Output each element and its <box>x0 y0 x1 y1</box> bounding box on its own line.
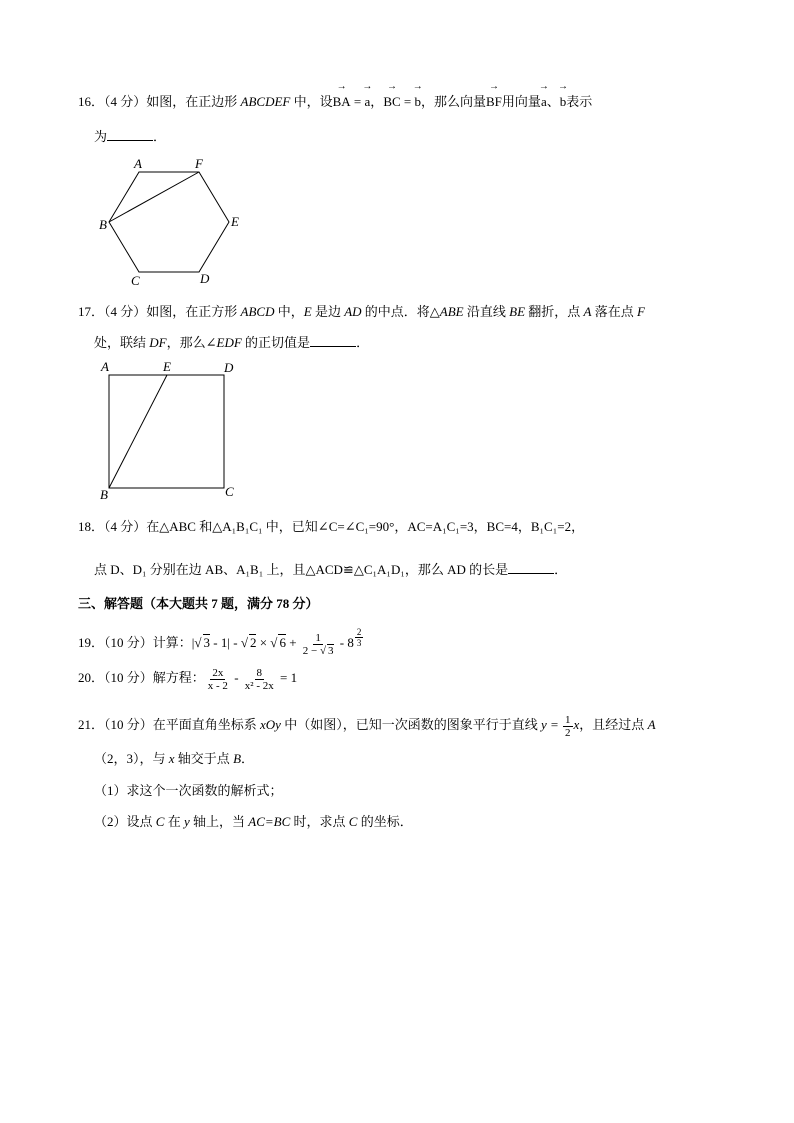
q21-line2: （2，3），与 x 轴交于点 B． <box>94 751 255 766</box>
label-f: F <box>195 156 203 171</box>
exponent-q19: 2 3 <box>356 627 362 648</box>
label-e: E <box>231 214 239 229</box>
fraction-q19: $\frac{1}{2 - √ 3}$ <box>302 631 334 657</box>
q19-line: 19．（10 分）计算：|√ 3 - 1| - √ 2 × √ 6 + $\frac{1}{2 - √ 3}$ - 8 $^{\frac{2}{3}}$ <box>78 627 362 657</box>
fraction-q20-1: $\frac{2x}{x - 2}$ <box>207 666 228 692</box>
q18-line1: 18．（4 分）在△ABC 和△A₁B₁C₁ 中，已知∠C=∠C₁=90°，AC=A₁C₁=3，BC=4，B₁C₁=2， <box>78 519 585 534</box>
vector-bf: → BF <box>486 81 502 109</box>
vector-a: → a <box>362 81 373 109</box>
fraction-q20-2: $\frac{8}{\text{x² - 2x}}$ <box>244 666 274 692</box>
q16-line1: 16．（4 分）如图，在正边形 ABCDEF 中，设 → BA = → a， → BC = → b，那么向量 → BF用向量 → a、 → b表示 <box>78 81 593 109</box>
q16-line2: 为 ． <box>94 129 167 144</box>
q21-sub2: （2）设点 C 在 y 轴上，当 AC=BC 时，求点 C 的坐标． <box>94 814 413 829</box>
vector-b: → b <box>412 81 423 109</box>
label-c: C <box>131 273 140 288</box>
square-figure <box>98 358 243 503</box>
vector-bc: → BC <box>383 81 401 109</box>
vector-ba: → BA <box>332 81 351 109</box>
label-a: A <box>134 156 142 171</box>
q17-line1: 17．（4 分）如图，在正方形 ABCD 中，E 是边 AD 的中点．将△ABE 沿直线 BE 翻折，点 A 落在点 F <box>78 304 645 319</box>
q20-line: 20．（10 分）解方程： $\frac{2x}{x - 2}$ - $\frac{8}{\text{x² - 2x}}$ = 1 <box>78 666 298 692</box>
q17-line2: 处，联结 DF，那么∠EDF 的正切值是 ． <box>94 335 370 350</box>
q21-line1: 21．（10 分）在平面直角坐标系 xOy 中（如图），已知一次函数的图象平行于直线 y = $\frac{1}{2}$ x，且经过点 A <box>78 713 656 739</box>
fraction-q21: $\frac{1}{2}$ <box>565 713 571 739</box>
answer-blank-17 <box>310 334 356 347</box>
section-heading: 三、解答题（本大题共 7 题，满分 78 分） <box>78 596 319 611</box>
vector-b2: → b <box>557 81 568 109</box>
vector-a2: → a <box>538 81 549 109</box>
label-b: B <box>99 217 107 232</box>
hexagon-figure <box>96 155 246 290</box>
label-a: A <box>101 359 109 374</box>
label-e: E <box>163 359 171 374</box>
square-outline <box>109 375 224 488</box>
label-b: B <box>100 487 108 502</box>
label-d: D <box>224 360 234 375</box>
label-c: C <box>225 484 234 499</box>
q18-line2: 点 D、D₁ 分别在边 AB、A₁B₁ 上，且△ACD≌△C₁A₁D₁，那么 AD 的长是 ． <box>94 562 568 577</box>
segment-bf <box>109 172 199 222</box>
answer-blank-16 <box>107 128 153 141</box>
answer-blank-18 <box>508 561 554 574</box>
hexagon-outline <box>109 172 229 272</box>
label-d: D <box>200 271 210 286</box>
segment-be <box>109 375 167 488</box>
q21-sub1: （1）求这个一次函数的解析式； <box>94 783 283 798</box>
